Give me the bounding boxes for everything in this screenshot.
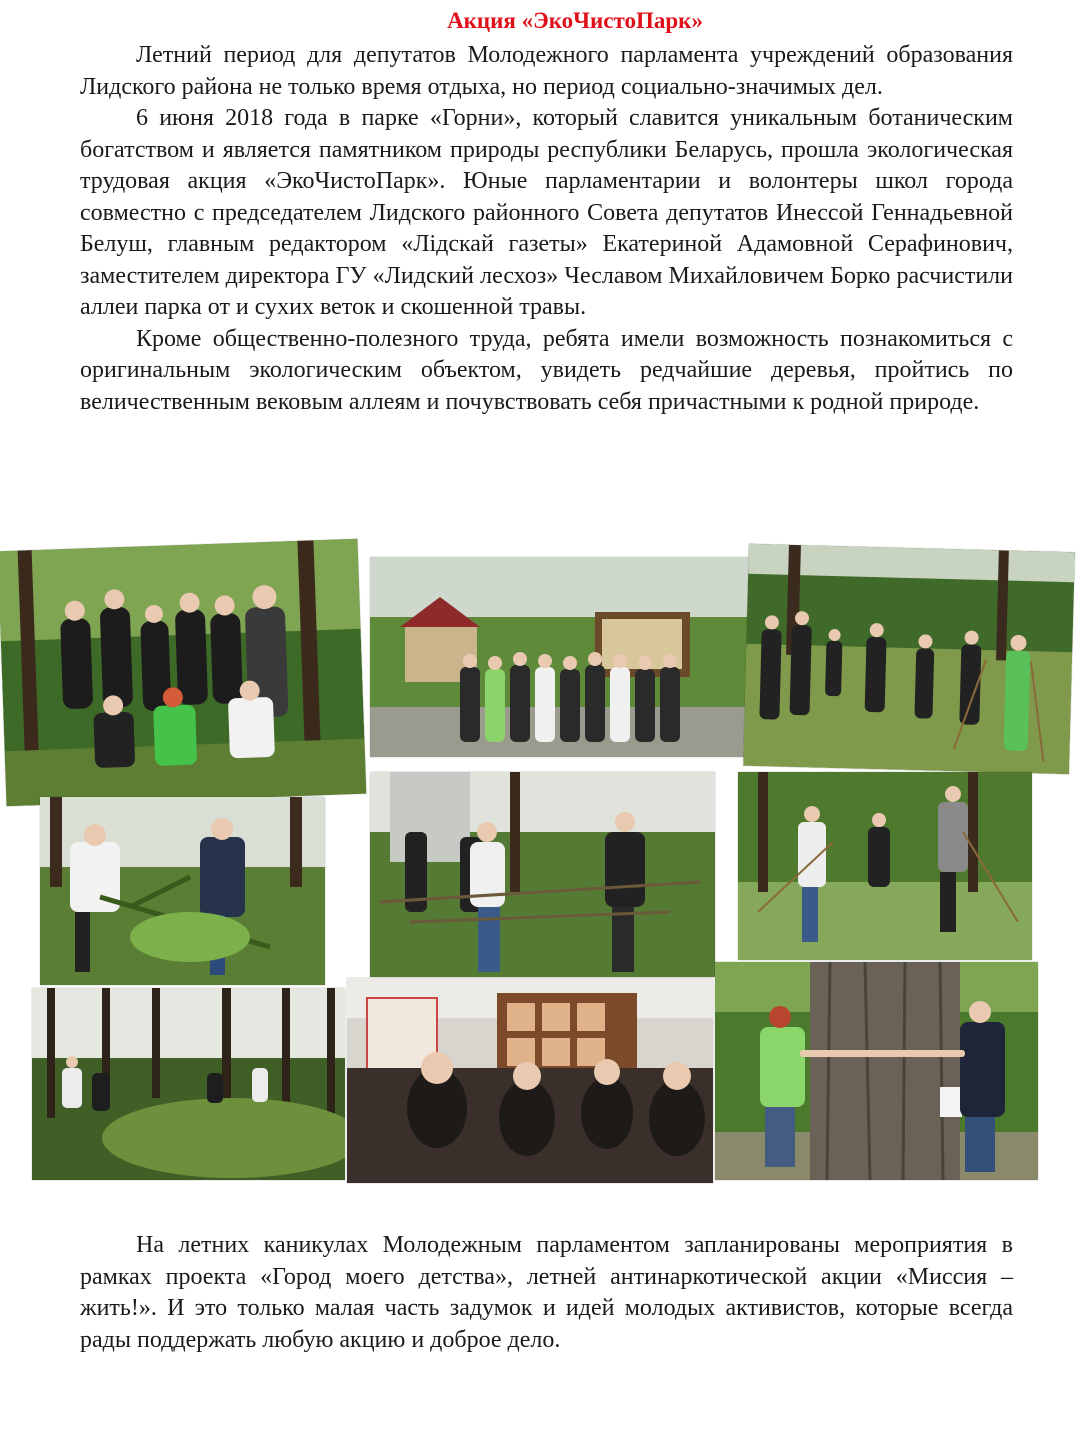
photo-raking-grass (738, 772, 1032, 960)
paragraph-intro: Летний период для депутатов Молодежного парламента учреждений образования Лидского района не только время отдыха, но период социально-значимых дел. (80, 42, 1013, 100)
photo-museum-visit (347, 978, 713, 1183)
photo-group-portrait (0, 539, 366, 806)
photo-raking-meadow (743, 544, 1075, 774)
paragraph-event: 6 июня 2018 года в парке «Горни», который славится уникальным ботаническим богатством и является памятником природы республики Беларусь, прошла экологическая трудовая акция «ЭкоЧистоПарк». Юные парламентарии и волонтеры школ города совместно с председателем Лидского районного Совета депутатов Инессой Геннадьевной Белуш, главным редактором «Лідскай газеты» Екатериной Адамовной Серафинович, заместителем директора ГУ «Лидский лесхоз» Чеславом Михайловичем Борко расчистили аллеи парка от и сухих веток и скошенной травы. (80, 105, 1013, 320)
photo-carrying-branches (40, 797, 325, 985)
paragraph-plans: На летних каникулах Молодежным парламентом запланированы мероприятия в рамках проекта «Город моего детства», летней антинаркотической акции «Миссия – жить!». И это только малая часть задумок и идей молодых активистов, которые всегда рады поддержать любую акцию и доброе дело. (80, 1232, 1013, 1353)
photo-hugging-oak (715, 962, 1038, 1180)
paragraph-nature: Кроме общественно-полезного труда, ребята имели возможность познакомиться с оригинальным экологическим объектом, увидеть редчайшие деревья, пройтись по величественным вековым аллеям и почувствовать себя причастными к родной природе. (80, 325, 1013, 415)
photo-dragging-branches (370, 772, 715, 977)
closing-section (80, 1230, 1013, 1356)
article-body (80, 40, 1013, 418)
photo-group-near-house (370, 557, 748, 757)
photo-clearing-forest (32, 988, 345, 1180)
article-title: Акция «ЭкоЧистоПарк» (447, 8, 703, 33)
